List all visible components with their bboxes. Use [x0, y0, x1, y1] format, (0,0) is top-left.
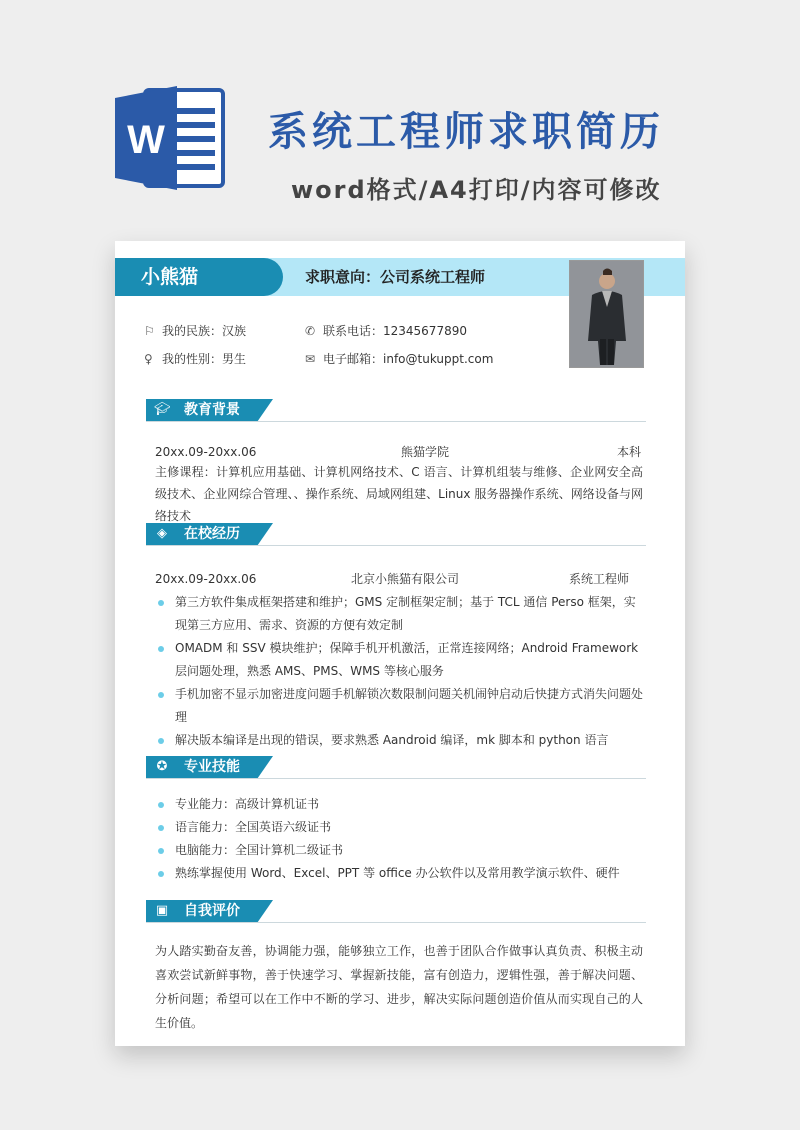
education-period: 20xx.09-20xx.06 [155, 445, 257, 459]
phone-icon: ✆ [305, 324, 316, 338]
section-divider [146, 922, 646, 923]
skills-list [155, 793, 643, 885]
word-logo-letter: W [127, 118, 165, 162]
award-icon: ✪ [156, 759, 168, 774]
profile-photo [569, 260, 644, 368]
list-item: 解决版本编译是出现的错误，要求熟悉 Aandroid 编译，mk 脚本和 python 语言 [155, 729, 643, 752]
job-intent: 求职意向：公司系统工程师 [305, 268, 486, 286]
gender-field [144, 351, 246, 367]
email-field [305, 351, 493, 367]
flag-icon: ⚐ [144, 324, 155, 338]
banner-subtitle: word格式/A4打印/内容可修改 [291, 176, 662, 204]
education-row [155, 444, 641, 460]
list-item: 第三方软件集成框架搭建和维护；GMS 定制框架定制；基于 TCL 通信 Perso 框架，实现第三方应用、需求、资源的方便有效定制 [155, 591, 643, 637]
word-logo-icon [115, 84, 227, 192]
section-evaluation [146, 900, 646, 924]
name-tab: 小熊猫 [115, 258, 283, 296]
education-degree: 本科 [616, 445, 641, 459]
campus-period: 20xx.09-20xx.06 [155, 572, 257, 586]
mail-icon: ✉ [305, 352, 316, 366]
banner-title: 系统工程师求职简历 [268, 109, 664, 155]
ethnicity-field [144, 323, 246, 339]
list-item: 电脑能力：全国计算机二级证书 [155, 839, 643, 862]
campus-list [155, 591, 643, 752]
education-school: 熊猫学院 [400, 445, 449, 459]
list-item: OMADM 和 SSV 模块维护；保障手机开机激活，正常连接网络；Android Framework 层问题处理，熟悉 AMS、PMS、WMS 等核心服务 [155, 637, 643, 683]
graduation-cap-icon: 🎓︎ [154, 402, 171, 417]
list-item: 熟练掌握使用 Word、Excel、PPT 等 office 办公软件以及常用教学演示软件、硬件 [155, 862, 643, 885]
resume-page [115, 241, 685, 1046]
section-divider [146, 545, 646, 546]
section-title: 在校经历 [184, 526, 240, 542]
section-education [146, 399, 646, 423]
ethnicity-text: 我的民族：汉族 [162, 324, 247, 338]
email-text: 电子邮箱：info@tukuppt.com [323, 352, 494, 366]
section-divider [146, 778, 646, 779]
campus-position: 系统工程师 [568, 572, 629, 586]
gender-text: 我的性别：男生 [162, 352, 247, 366]
book-icon: ▣ [155, 903, 169, 918]
section-skills [146, 756, 646, 780]
education-courses: 主修课程：计算机应用基础、计算机网络技术、C 语言、计算机组装与维修、企业网安全高级技术、企业网综合管理、、操作系统、局域网组建、Linux 服务器操作系统、网络设备与网络技术 [155, 465, 643, 523]
phone-text: 联系电话：12345677890 [323, 324, 467, 338]
section-title: 自我评价 [184, 903, 240, 919]
section-title: 专业技能 [184, 759, 240, 775]
section-divider [146, 421, 646, 422]
banner [0, 0, 800, 236]
campus-row [155, 571, 641, 587]
gender-icon: ♀ [144, 352, 153, 366]
list-item: 专业能力：高级计算机证书 [155, 793, 643, 816]
layers-icon: ◈ [157, 526, 167, 541]
phone-field [305, 323, 467, 339]
list-item: 手机加密不显示加密进度问题手机解锁次数限制问题关机闹钟启动后快捷方式消失问题处理 [155, 683, 643, 729]
list-item: 语言能力：全国英语六级证书 [155, 816, 643, 839]
evaluation-text: 为人踏实勤奋友善，协调能力强，能够独立工作，也善于团队合作做事认真负责、积极主动喜欢尝试新鲜事物，善于快速学习、掌握新技能，富有创造力，逻辑性强，善于解决问题、分析问题；希望可以在工作中不断的学习、进步，解决实际问题创造价值从而实现自己的人生价值。 [155, 944, 643, 1030]
section-campus [146, 523, 646, 547]
campus-company: 北京小熊猫有限公司 [350, 572, 459, 586]
section-title: 教育背景 [184, 402, 240, 418]
